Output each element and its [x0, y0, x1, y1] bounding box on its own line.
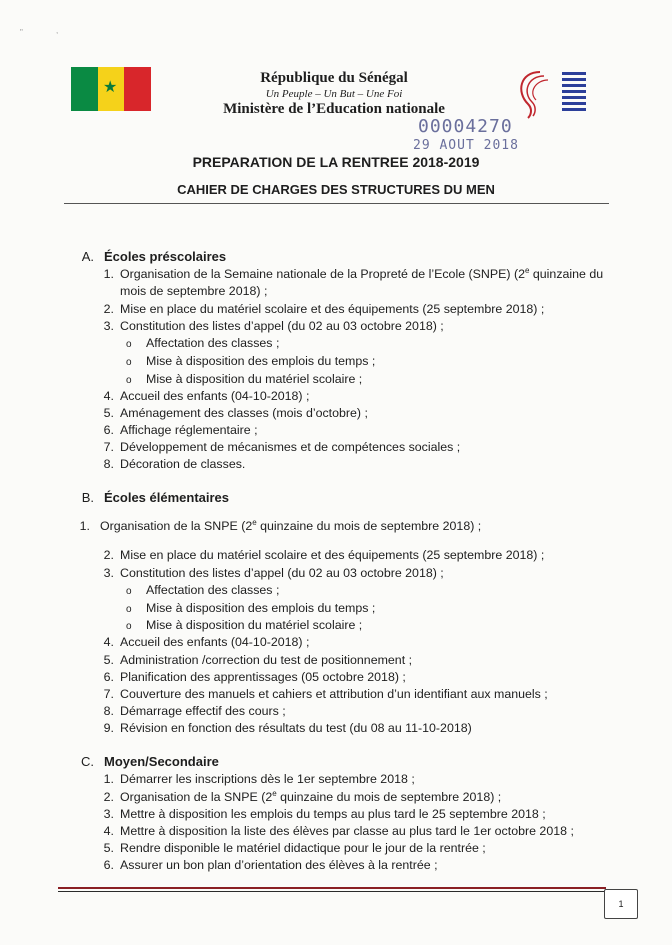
list-item: Mise en place du matériel scolaire et des équipements (25 septembre 2018) ; — [120, 548, 545, 562]
list-item: Aménagement des classes (mois d’octobre) ; — [120, 406, 368, 420]
ministry-logo — [510, 68, 590, 120]
bullet-icon: o — [126, 357, 132, 368]
sub-list-item: Mise à disposition des emplois du temps ; — [146, 354, 376, 368]
list-item: Assurer un bon plan d’orientation des élèves à la rentrée ; — [120, 858, 438, 872]
list-item: Planification des apprentissages (05 octobre 2018) ; — [120, 670, 406, 684]
item-number: 2. — [103, 790, 114, 804]
list-item: Constitution des listes d’appel (du 02 au 03 octobre 2018) ; — [120, 319, 444, 333]
ministry-name: Ministère de l’Education nationale — [223, 101, 445, 117]
item-number: 8. — [103, 457, 114, 471]
scan-mark: " — [20, 28, 23, 37]
item-number: 2. — [103, 548, 114, 562]
stamp-number: 00004270 — [418, 116, 513, 137]
section-title: Écoles préscolaires — [104, 249, 227, 264]
item-number: 8. — [103, 704, 114, 718]
list-item: Mettre à disposition la liste des élèves par classe au plus tard le 1er octobre 2018 ; — [120, 824, 574, 838]
section-letter: A. — [81, 249, 94, 264]
bullet-icon: o — [126, 339, 132, 350]
list-item: Démarrage effectif des cours ; — [120, 704, 286, 718]
title-divider — [64, 203, 609, 204]
item-number: 4. — [103, 824, 114, 838]
item-number: 1. — [103, 772, 114, 786]
list-item: Mise en place du matériel scolaire et des équipements (25 septembre 2018) ; — [120, 302, 545, 316]
item-number: 3. — [103, 319, 114, 333]
section-letter: C. — [81, 754, 94, 769]
item-number: 6. — [103, 423, 114, 437]
item-number: 6. — [103, 858, 114, 872]
list-item: Administration /correction du test de positionnement ; — [120, 653, 413, 667]
list-item: Développement de mécanismes et de compétences sociales ; — [120, 440, 461, 454]
item-number: 9. — [103, 721, 114, 735]
list-item: Organisation de la SNPE (2e quinzaine du mois de septembre 2018) ; — [120, 788, 502, 804]
sub-list-item: Mise à disposition du matériel scolaire ; — [146, 372, 363, 386]
footer-rule — [58, 891, 606, 892]
item-number: 3. — [103, 807, 114, 821]
document-subtitle: CAHIER DE CHARGES DES STRUCTURES DU MEN — [177, 182, 495, 197]
sub-list-item: Mise à disposition des emplois du temps ; — [146, 601, 376, 615]
sub-list-item: Mise à disposition du matériel scolaire ; — [146, 618, 363, 632]
bullet-icon: o — [126, 375, 132, 386]
item-number: 7. — [103, 687, 114, 701]
list-item: Affichage réglementaire ; — [120, 423, 258, 437]
item-number: 4. — [103, 635, 114, 649]
list-item: Accueil des enfants (04-10-2018) ; — [120, 389, 310, 403]
page-number: 1 — [604, 889, 638, 919]
list-item-continuation: mois de septembre 2018) ; — [120, 284, 268, 298]
item-number: 3. — [103, 566, 114, 580]
stamp-date: 29 AOUT 2018 — [413, 138, 519, 153]
item-number: 6. — [103, 670, 114, 684]
footer-rule — [58, 887, 606, 889]
list-item: Décoration de classes. — [120, 457, 246, 471]
country-name: République du Sénégal — [260, 70, 408, 86]
list-item: Mettre à disposition les emplois du temps au plus tard le 25 septembre 2018 ; — [120, 807, 546, 821]
list-item: Révision en fonction des résultats du test (du 08 au 11-10-2018) — [120, 721, 472, 735]
star-icon: ★ — [103, 79, 118, 96]
scan-mark: , — [56, 26, 59, 35]
item-number: 5. — [103, 841, 114, 855]
item-number: 4. — [103, 389, 114, 403]
sub-list-item: Affectation des classes ; — [146, 336, 280, 350]
list-item: Rendre disponible le matériel didactique pour le jour de la rentrée ; — [120, 841, 486, 855]
list-item: Organisation de la Semaine nationale de la Propreté de l’Ecole (SNPE) (2e quinzaine du — [120, 265, 604, 281]
item-number: 5. — [103, 653, 114, 667]
list-item: Constitution des listes d’appel (du 02 au 03 octobre 2018) ; — [120, 566, 444, 580]
bullet-icon: o — [126, 621, 132, 632]
list-item: Accueil des enfants (04-10-2018) ; — [120, 635, 310, 649]
bullet-icon: o — [126, 586, 132, 597]
section-title: Écoles élémentaires — [104, 490, 230, 505]
item-number: 7. — [103, 440, 114, 454]
list-item: Démarrer les inscriptions dès le 1er septembre 2018 ; — [120, 772, 415, 786]
item-number: 1. — [103, 267, 114, 281]
item-number: 5. — [103, 406, 114, 420]
section-letter: B. — [81, 490, 94, 505]
section-title: Moyen/Secondaire — [104, 754, 219, 769]
item-number: 2. — [103, 302, 114, 316]
list-item: Organisation de la SNPE (2e quinzaine du mois de septembre 2018) ; — [100, 517, 482, 533]
bullet-icon: o — [126, 604, 132, 615]
national-motto: Un Peuple – Un But – Une Foi — [265, 88, 403, 100]
item-number: 1. — [79, 519, 90, 533]
sub-list-item: Affectation des classes ; — [146, 583, 280, 597]
document-title: PREPARATION DE LA RENTREE 2018-2019 — [192, 154, 480, 170]
list-item: Couverture des manuels et cahiers et attribution d’un identifiant aux manuels ; — [120, 687, 548, 701]
senegal-flag — [71, 67, 151, 111]
